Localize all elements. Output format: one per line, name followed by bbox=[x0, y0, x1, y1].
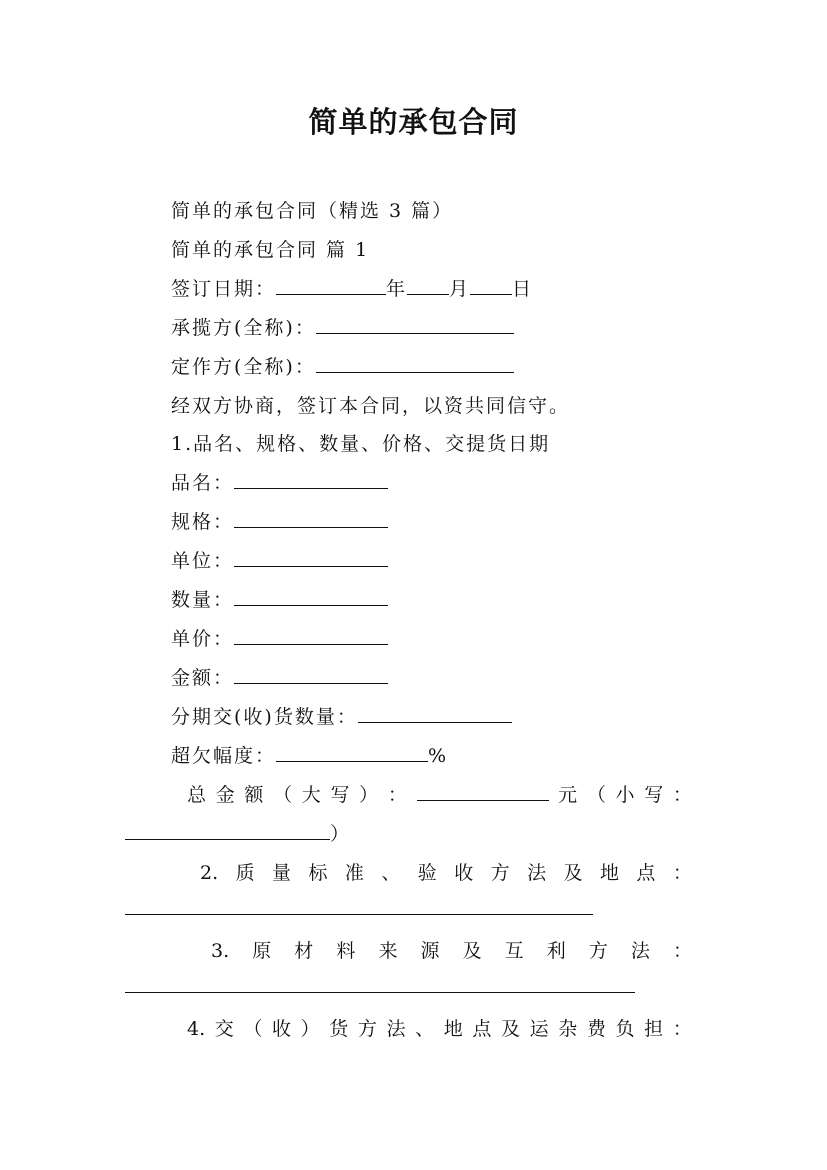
section2-char: ： bbox=[672, 862, 692, 884]
client-label: 定作方(全称)： bbox=[171, 356, 316, 378]
section3-char: 及 bbox=[462, 940, 482, 962]
field-row bbox=[171, 470, 388, 496]
field-blank[interactable] bbox=[234, 587, 388, 606]
section3-char: 材 bbox=[294, 940, 314, 962]
total-char: 大 bbox=[301, 784, 321, 806]
intro-text: 经双方协商，签订本合同，以资共同信守。 bbox=[171, 395, 571, 417]
section2-char: 量 bbox=[272, 862, 292, 884]
total-char: 额 bbox=[244, 784, 264, 806]
section2-blank[interactable] bbox=[125, 914, 593, 915]
overdue-unit: % bbox=[428, 745, 449, 767]
field-label: 单价： bbox=[171, 628, 235, 650]
overdue-blank[interactable] bbox=[276, 743, 428, 762]
section4-char: ： bbox=[672, 1018, 692, 1040]
sign-date-day-label: 日 bbox=[512, 278, 534, 300]
total-small-char: ： bbox=[672, 784, 692, 806]
field-label: 数量： bbox=[171, 589, 235, 611]
contractor-label: 承揽方(全称)： bbox=[171, 317, 316, 339]
section2-char: 地 bbox=[599, 862, 619, 884]
sign-date-day-blank[interactable] bbox=[470, 276, 512, 295]
field-row bbox=[171, 548, 388, 574]
section4-char: ） bbox=[300, 1018, 320, 1040]
section2-char: 点 bbox=[636, 862, 656, 884]
section3-char: 法 bbox=[630, 940, 650, 962]
sign-date-line bbox=[171, 276, 533, 302]
part-heading: 简单的承包合同 篇 1 bbox=[171, 239, 370, 261]
document-title: 简单的承包合同 bbox=[308, 105, 519, 139]
total-char: ： bbox=[387, 784, 407, 806]
total-yuan: 元 bbox=[558, 784, 578, 806]
client-line bbox=[171, 354, 514, 380]
total-char: 金 bbox=[215, 784, 235, 806]
total-close: ） bbox=[330, 823, 352, 845]
section2-char: 准 bbox=[344, 862, 364, 884]
section3-heading bbox=[211, 938, 692, 964]
total-small-char: 小 bbox=[615, 784, 635, 806]
total-amount-small-blank[interactable] bbox=[125, 821, 330, 840]
field-row bbox=[171, 587, 388, 613]
section4-char: 交 bbox=[214, 1018, 234, 1040]
section2-char: 质 bbox=[235, 862, 255, 884]
total-small-char: （ bbox=[586, 784, 606, 806]
total-amount-small-line bbox=[125, 821, 351, 847]
field-blank[interactable] bbox=[234, 470, 388, 489]
sign-date-year-blank[interactable] bbox=[276, 276, 386, 295]
section3-char: 原 bbox=[252, 940, 272, 962]
section4-char: 货 bbox=[329, 1018, 349, 1040]
sign-date-year-label: 年 bbox=[386, 278, 408, 300]
section2-char: 收 bbox=[454, 862, 474, 884]
section2-char: 法 bbox=[527, 862, 547, 884]
section2-char: 、 bbox=[381, 862, 401, 884]
section4-char: 担 bbox=[644, 1018, 664, 1040]
installment-line bbox=[171, 704, 512, 730]
sign-date-month-blank[interactable] bbox=[407, 276, 449, 295]
section4-char: 负 bbox=[615, 1018, 635, 1040]
installment-blank[interactable] bbox=[358, 704, 512, 723]
overdue-line bbox=[171, 743, 448, 769]
total-char: ） bbox=[359, 784, 379, 806]
contractor-line bbox=[171, 315, 514, 341]
field-row bbox=[171, 509, 388, 535]
section4-char: 杂 bbox=[558, 1018, 578, 1040]
field-blank[interactable] bbox=[234, 509, 388, 528]
section4-char: 费 bbox=[586, 1018, 606, 1040]
sign-date-label: 签订日期： bbox=[171, 278, 277, 300]
section4-char: 4. bbox=[187, 1018, 206, 1040]
section3-char: 源 bbox=[420, 940, 440, 962]
total-amount-row bbox=[187, 782, 692, 808]
section2-char: 2. bbox=[200, 862, 219, 884]
section4-char: 、 bbox=[415, 1018, 435, 1040]
total-char: 写 bbox=[330, 784, 350, 806]
subtitle: 简单的承包合同（精选 3 篇） bbox=[171, 200, 454, 222]
section2-char: 标 bbox=[308, 862, 328, 884]
section3-blank[interactable] bbox=[125, 992, 635, 993]
sign-date-month-label: 月 bbox=[449, 278, 471, 300]
section4-char: 收 bbox=[272, 1018, 292, 1040]
section4-char: 点 bbox=[472, 1018, 492, 1040]
section4-char: （ bbox=[243, 1018, 263, 1040]
field-blank[interactable] bbox=[234, 626, 388, 645]
section2-char: 方 bbox=[490, 862, 510, 884]
section3-char: 利 bbox=[546, 940, 566, 962]
section4-char: 方 bbox=[357, 1018, 377, 1040]
total-amount-upper-blank[interactable] bbox=[417, 782, 549, 801]
field-label: 品名： bbox=[171, 472, 235, 494]
section3-char: 方 bbox=[588, 940, 608, 962]
section3-char: 来 bbox=[378, 940, 398, 962]
overdue-label: 超欠幅度： bbox=[171, 745, 277, 767]
total-char: （ bbox=[273, 784, 293, 806]
total-small-char: 写 bbox=[644, 784, 664, 806]
section4-char: 运 bbox=[529, 1018, 549, 1040]
field-row bbox=[171, 626, 388, 652]
section2-heading bbox=[200, 860, 692, 886]
section3-char: ： bbox=[672, 940, 692, 962]
client-blank[interactable] bbox=[316, 354, 514, 373]
field-row bbox=[171, 665, 388, 691]
section3-char: 料 bbox=[336, 940, 356, 962]
section4-heading bbox=[187, 1016, 692, 1042]
section4-char: 地 bbox=[443, 1018, 463, 1040]
section2-char: 验 bbox=[417, 862, 437, 884]
section2-char: 及 bbox=[563, 862, 583, 884]
field-label: 规格： bbox=[171, 511, 235, 533]
installment-label: 分期交(收)货数量： bbox=[171, 706, 358, 728]
section3-char: 互 bbox=[504, 940, 524, 962]
section3-char: 3. bbox=[211, 940, 230, 962]
section1-heading: 1.品名、规格、数量、价格、交提货日期 bbox=[171, 433, 551, 455]
field-blank[interactable] bbox=[234, 548, 388, 567]
field-blank[interactable] bbox=[234, 665, 388, 684]
section4-char: 及 bbox=[501, 1018, 521, 1040]
contractor-blank[interactable] bbox=[316, 315, 514, 334]
field-label: 金额： bbox=[171, 667, 235, 689]
total-char: 总 bbox=[187, 784, 207, 806]
field-label: 单位： bbox=[171, 550, 235, 572]
section4-char: 法 bbox=[386, 1018, 406, 1040]
